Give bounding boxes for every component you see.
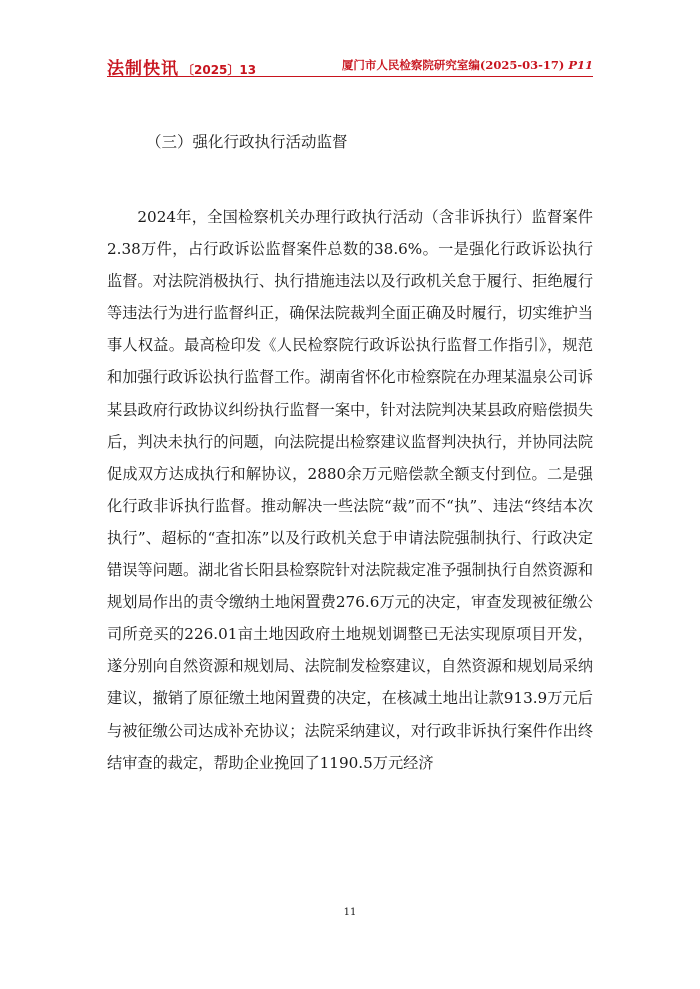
issue-number: 〔2025〕13 <box>182 63 257 77</box>
header-page-ref: P11 <box>568 58 593 72</box>
header-left <box>107 54 256 79</box>
header-right <box>342 57 593 73</box>
body-paragraph: 2024年，全国检察机关办理行政执行活动（含非诉执行）监督案件2.38万件，占行政诉讼监督案件总数的38.6%。一是强化行政诉讼执行监督。对法院消极执行、执行措施违法以及行政机关怠于履行、拒绝履行等违法行为进行监督纠正，确保法院裁判全面正确及时履行，切实维护当事人权益。最高检印发《人民检察院行政诉讼执行监督工作指引》，规范和加强行政诉讼执行监督工作。湖南省怀化市检察院在办理某温泉公司诉某县政府行政协议纠纷执行监督一案中，针对法院判决某县政府赔偿损失后，判决未执行的问题，向法院提出检察建议监督判决执行，并协同法院促成双方达成执行和解协议，2880余万元赔偿款全额支付到位。二是强化行政非诉执行监督。推动解决一些法院“裁”而不“执”、违法“终结本次执行”、超标的“查扣冻”以及行政机关怠于申请法院强制执行、行政决定错误等问题。湖北省长阳县检察院针对法院裁定准予强制执行自然资源和规划局作出的责令缴纳土地闲置费276.6万元的决定，审查发现被征缴公司所竞买的226.01亩土地因政府土地规划调整已无法实现原项目开发，遂分别向自然资源和规划局、法院制发检察建议，自然资源和规划局采纳建议，撤销了原征缴土地闲置费的决定，在核减土地出让款913.9万元后与被征缴公司达成补充协议；法院采纳建议，对行政非诉执行案件作出终结审查的裁定，帮助企业挽回了1190.5万元经济 <box>107 208 593 772</box>
page-number: 11 <box>343 907 357 918</box>
section-heading: （三）强化行政执行活动监督 <box>146 133 348 151</box>
page-header <box>107 52 593 77</box>
publication-name: 法制快讯 <box>107 59 179 79</box>
publisher-info: 厦门市人民检察院研究室编(2025-03-17) <box>341 58 565 72</box>
